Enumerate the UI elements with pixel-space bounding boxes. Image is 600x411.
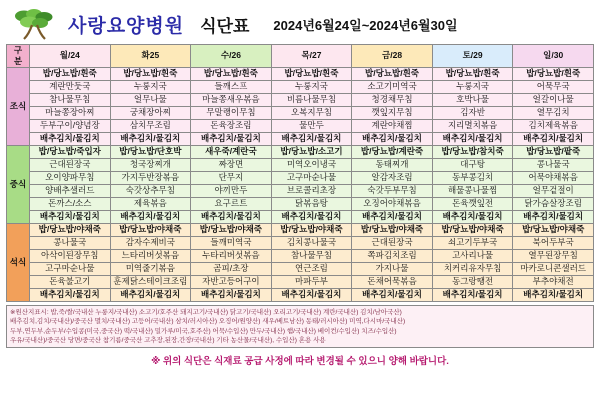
dish-cell: 배추김치/물김치 bbox=[110, 132, 191, 145]
dish-cell: 고구마순나물 bbox=[271, 171, 352, 184]
dish-cell: 밥/당뇨밥/소고기 bbox=[271, 145, 352, 158]
dish-cell: 밥/당뇨밥/야채죽 bbox=[352, 223, 433, 236]
page-header bbox=[6, 4, 594, 44]
dish-cell: 부추야채전 bbox=[513, 275, 594, 288]
table-row bbox=[7, 236, 594, 249]
dish-cell: 비름나물무침 bbox=[271, 93, 352, 106]
dish-cell: 밥/당뇨밥/야채죽 bbox=[271, 223, 352, 236]
table-row bbox=[7, 171, 594, 184]
dish-cell: 제육볶음 bbox=[110, 197, 191, 210]
dish-cell: 마늘쫑장아찌 bbox=[30, 106, 111, 119]
dish-cell: 밥/당뇨밥/야채죽 bbox=[191, 223, 272, 236]
dish-cell: 닭볶음탕 bbox=[271, 197, 352, 210]
dish-cell: 동부콩김치 bbox=[432, 171, 513, 184]
table-row bbox=[7, 249, 594, 262]
dish-cell: 들깨스프 bbox=[191, 80, 272, 93]
dish-cell: 얼무겉절이 bbox=[513, 184, 594, 197]
dish-cell: 김자반 bbox=[432, 106, 513, 119]
gubun-line2: 분 bbox=[13, 55, 23, 66]
dish-cell: 콩나물국 bbox=[513, 158, 594, 171]
dish-cell: 브로콜리초장 bbox=[271, 184, 352, 197]
dish-cell: 밥/당뇨밥/흰죽 bbox=[110, 67, 191, 80]
table-row bbox=[7, 80, 594, 93]
dish-cell: 콩나물국 bbox=[30, 236, 111, 249]
dish-cell: 배추김치/물김치 bbox=[432, 210, 513, 223]
dish-cell: 곰피/초장 bbox=[191, 262, 272, 275]
dish-cell: 오복지무침 bbox=[271, 106, 352, 119]
dish-cell: 연근조림 bbox=[271, 262, 352, 275]
dish-cell: 누룽지국 bbox=[271, 80, 352, 93]
dish-cell: 물만두 bbox=[271, 119, 352, 132]
dish-cell: 치커리유자무침 bbox=[432, 262, 513, 275]
dish-cell: 마파두부 bbox=[271, 275, 352, 288]
dish-cell: 가지두반장볶음 bbox=[110, 171, 191, 184]
dish-cell: 배추김치/물김치 bbox=[271, 288, 352, 301]
dish-cell: 밥/당뇨밥/흰죽 bbox=[513, 67, 594, 80]
dish-cell: 근대된장국 bbox=[30, 158, 111, 171]
table-row bbox=[7, 288, 594, 301]
table-row bbox=[7, 210, 594, 223]
dish-cell: 깻잎지무침 bbox=[352, 106, 433, 119]
dish-cell: 김치콩나물국 bbox=[271, 236, 352, 249]
dish-cell: 배추김치/물김치 bbox=[352, 210, 433, 223]
dish-cell: 배추김치/물김치 bbox=[271, 210, 352, 223]
dish-cell: 숙갓두부무침 bbox=[352, 184, 433, 197]
dish-cell: 들깨미역국 bbox=[191, 236, 272, 249]
dish-cell: 마늘쫑새우볶음 bbox=[191, 93, 272, 106]
table-header-row bbox=[7, 45, 594, 68]
leaf-logo-icon bbox=[10, 7, 58, 41]
dish-cell: 배추김치/물김치 bbox=[352, 288, 433, 301]
dish-cell: 청국장찌개 bbox=[110, 158, 191, 171]
dish-cell: 쇠고기두부국 bbox=[432, 236, 513, 249]
dish-cell: 배추김치/물김치 bbox=[513, 288, 594, 301]
dish-cell: 쪽파김치조림 bbox=[352, 249, 433, 262]
dish-cell: 얼무나물 bbox=[110, 93, 191, 106]
dish-cell: 누타리버섯볶음 bbox=[191, 249, 272, 262]
meal-label-lunch: 중식 bbox=[7, 145, 30, 223]
dish-cell: 밥/당뇨밥/단호박 bbox=[110, 145, 191, 158]
page-subtitle: 식단표 bbox=[200, 16, 250, 36]
table-row bbox=[7, 119, 594, 132]
dish-cell: 단무지 bbox=[191, 171, 272, 184]
dish-cell: 새우죽/계란국 bbox=[191, 145, 272, 158]
footnote-line: ※원산지표시: 밥,죽/쌀/국내산 누룽지/국내산) 소고기/호주산 돼지고기/국내산) 닭고기/국내산) 오리고기/국내산) 계란/국내산) 김치/남아국산) bbox=[10, 308, 402, 316]
dish-cell: 근대된장국 bbox=[352, 236, 433, 249]
footnote-line: 두부,연두부,순두부/수입콩(미국,중국산) 떡/국내산) 밀가루/미국,호주산) 어묵/수입산) 만두/국내산) 햄/국내산) 베이컨/수입산) 치즈/수입산) bbox=[10, 327, 397, 335]
table-row bbox=[7, 223, 594, 236]
dish-cell: 어묵야채볶음 bbox=[513, 171, 594, 184]
dish-cell: 배추김치/물김치 bbox=[110, 210, 191, 223]
meal-label-breakfast: 조식 bbox=[7, 67, 30, 145]
dish-cell: 고사리나물 bbox=[432, 249, 513, 262]
header-day-tue: 화25 bbox=[110, 45, 191, 68]
table-row bbox=[7, 67, 594, 80]
dish-cell: 밥/당뇨밥/죽입자 bbox=[30, 145, 111, 158]
dish-cell: 밥/당뇨밥/흰죽 bbox=[30, 67, 111, 80]
dish-cell: 닭가슴살장조림 bbox=[513, 197, 594, 210]
dish-cell: 밥/당뇨밥/팥죽 bbox=[513, 145, 594, 158]
dish-cell: 참나물무침 bbox=[271, 249, 352, 262]
dish-cell: 배추김치/물김치 bbox=[352, 132, 433, 145]
dish-cell: 배추김치/물김치 bbox=[30, 288, 111, 301]
dish-cell: 자반고등어구이 bbox=[191, 275, 272, 288]
dish-cell: 배추김치/물김치 bbox=[191, 288, 272, 301]
meal-label-dinner: 석식 bbox=[7, 223, 30, 301]
table-row bbox=[7, 93, 594, 106]
dish-cell: 배추김치/물김치 bbox=[432, 288, 513, 301]
dish-cell: 배추김치/물김치 bbox=[191, 132, 272, 145]
dish-cell: 돈육깻잎전 bbox=[432, 197, 513, 210]
dish-cell: 알감자조림 bbox=[352, 171, 433, 184]
dish-cell: 밥/당뇨밥/참치죽 bbox=[432, 145, 513, 158]
dish-cell: 밥/당뇨밥/야채죽 bbox=[432, 223, 513, 236]
dish-cell: 밥/당뇨밥/야채죽 bbox=[30, 223, 111, 236]
dish-cell: 훈제닭스테이크조림 bbox=[110, 275, 191, 288]
table-row bbox=[7, 106, 594, 119]
dish-cell: 배추김치/물김치 bbox=[30, 210, 111, 223]
header-day-sat: 토/29 bbox=[432, 45, 513, 68]
header-day-sun: 일/30 bbox=[513, 45, 594, 68]
dish-cell: 숙갓상추무침 bbox=[110, 184, 191, 197]
dish-cell: 누룽지국 bbox=[110, 80, 191, 93]
dish-cell: 짜장면 bbox=[191, 158, 272, 171]
dish-cell: 계란야채찜 bbox=[352, 119, 433, 132]
dish-cell: 고구마순나물 bbox=[30, 262, 111, 275]
dish-cell: 두부구이/양념장 bbox=[30, 119, 111, 132]
header-day-wed: 수/26 bbox=[191, 45, 272, 68]
dish-cell: 열무된장무침 bbox=[513, 249, 594, 262]
dish-cell: 참나물무침 bbox=[30, 93, 111, 106]
page-title: 사랑요양병원 bbox=[68, 15, 185, 37]
dish-cell: 오징어야채볶음 bbox=[352, 197, 433, 210]
dish-cell: 돈채어묵볶음 bbox=[352, 275, 433, 288]
table-row bbox=[7, 184, 594, 197]
dish-cell: 밥/당뇨밥/계란죽 bbox=[352, 145, 433, 158]
dish-cell: 아삭이된장무침 bbox=[30, 249, 111, 262]
dish-cell: 소고기미역국 bbox=[352, 80, 433, 93]
dish-cell: 해물콩나물찜 bbox=[432, 184, 513, 197]
dish-cell: 가지나물 bbox=[352, 262, 433, 275]
footnote-line: 배추김치,김치/국내산)/중국산 멸치/국내산) 고등어/국내산) 삼치/러시아산) 오징어/원양산) 새우/베트남산) 동태/러시아산) 미역,다시마/국내산) bbox=[10, 318, 406, 326]
dish-cell: 열무김치 bbox=[513, 106, 594, 119]
date-range: 2024년6월24일~2024년6월30일 bbox=[273, 17, 458, 33]
dish-cell: 밥/당뇨밥/흰죽 bbox=[432, 67, 513, 80]
dish-cell: 밥/당뇨밥/야채죽 bbox=[110, 223, 191, 236]
header-day-thu: 목/27 bbox=[271, 45, 352, 68]
table-row bbox=[7, 132, 594, 145]
dish-cell: 지리멸치볶음 bbox=[432, 119, 513, 132]
dish-cell: 김치제육볶음 bbox=[513, 119, 594, 132]
table-row bbox=[7, 275, 594, 288]
dish-cell: 배추김치/물김치 bbox=[30, 132, 111, 145]
dish-cell: 배추김치/물김치 bbox=[513, 132, 594, 145]
header-gubun bbox=[7, 45, 30, 68]
dish-cell: 무말랭이무침 bbox=[191, 106, 272, 119]
dish-cell: 배추김치/물김치 bbox=[191, 210, 272, 223]
dish-cell: 배추김치/물김치 bbox=[110, 288, 191, 301]
gubun-line1: 구 bbox=[13, 45, 23, 55]
dish-cell: 미역오이냉국 bbox=[271, 158, 352, 171]
dish-cell: 돈까스/소스 bbox=[30, 197, 111, 210]
dish-cell: 삼치무조림 bbox=[110, 119, 191, 132]
dish-cell: 돈육장조림 bbox=[191, 119, 272, 132]
dish-cell: 배추김치/물김치 bbox=[513, 210, 594, 223]
dish-cell: 청경채무침 bbox=[352, 93, 433, 106]
dish-cell: 누룽지국 bbox=[432, 80, 513, 93]
table-row bbox=[7, 158, 594, 171]
dish-cell: 호박나물 bbox=[432, 93, 513, 106]
dish-cell: 오이양파무침 bbox=[30, 171, 111, 184]
table-row bbox=[7, 262, 594, 275]
dish-cell: 미역줄기볶음 bbox=[110, 262, 191, 275]
dish-cell: 북어두부국 bbox=[513, 236, 594, 249]
dish-cell: 양배추샐러드 bbox=[30, 184, 111, 197]
origin-footnote bbox=[6, 305, 594, 349]
dish-cell: 감자수제비국 bbox=[110, 236, 191, 249]
dish-cell: 밥/당뇨밥/흰죽 bbox=[191, 67, 272, 80]
dish-cell: 밥/당뇨밥/흰죽 bbox=[271, 67, 352, 80]
dish-cell: 어묵무국 bbox=[513, 80, 594, 93]
dish-cell: 동태찌개 bbox=[352, 158, 433, 171]
table-row bbox=[7, 197, 594, 210]
dish-cell: 얼갈이나물 bbox=[513, 93, 594, 106]
dish-cell: 궁채장아찌 bbox=[110, 106, 191, 119]
dish-cell: 마카로니콘샐러드 bbox=[513, 262, 594, 275]
dish-cell: 계란만둣국 bbox=[30, 80, 111, 93]
dish-cell: 밥/당뇨밥/야채죽 bbox=[513, 223, 594, 236]
dish-cell: 대구탕 bbox=[432, 158, 513, 171]
table-row bbox=[7, 145, 594, 158]
notice-text: ※ 위의 식단은 식재료 공급 사정에 따라 변경될 수 있으니 양해 바랍니다. bbox=[151, 356, 449, 368]
dish-cell: 배추김치/물김치 bbox=[432, 132, 513, 145]
dish-cell: 요구르트 bbox=[191, 197, 272, 210]
menu-table bbox=[6, 44, 594, 302]
dish-cell: 밥/당뇨밥/흰죽 bbox=[352, 67, 433, 80]
dish-cell: 야끼만두 bbox=[191, 184, 272, 197]
dish-cell: 느타리버섯볶음 bbox=[110, 249, 191, 262]
header-day-mon: 월/24 bbox=[30, 45, 111, 68]
header-day-fri: 금/28 bbox=[352, 45, 433, 68]
dish-cell: 배추김치/물김치 bbox=[271, 132, 352, 145]
footnote-line: 우유/국내산)/중국산 당면/중국산 참기름/중국산 고추장,된장,간장/국내산) 기타 농산물/국내산), 수입산) 혼용 사용 bbox=[10, 337, 326, 345]
dish-cell: 돈육불고기 bbox=[30, 275, 111, 288]
dish-cell: 동그랑땡전 bbox=[432, 275, 513, 288]
